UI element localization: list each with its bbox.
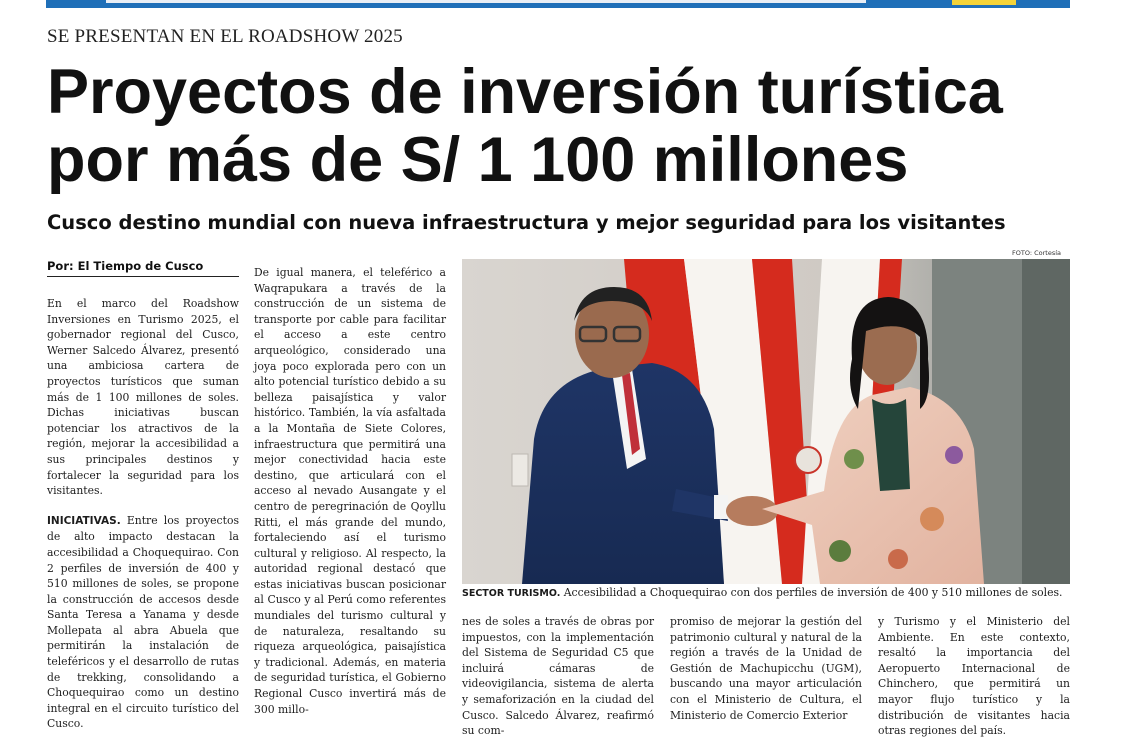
news-photo	[462, 259, 1070, 584]
article-column-1	[47, 296, 239, 746]
photo-illustration	[462, 259, 1070, 584]
photo-window-frame	[1022, 259, 1070, 584]
paragraph-iniciativas-text: Entre los proyectos de alto impacto destacan la accesibilidad a Choquequirao. Con 2 perfiles de inversión de 400 y 510 millones de soles, se propone la construcción de accesos desde Santa Teresa a Yanama y desde Mollepata al abra Abuela que permitirán la instalación de teleféricos y el desarrollo de rutas de trekking, consolidando a Choquequirao como un destino integral en el circuito turístico del Cusco.	[47, 513, 239, 731]
paragraph-col4: promiso de mejorar la gestión del patrimonio cultural y natural de la región a través de la Unidad de Gestión de Machupicchu (UGM), buscando una mayor articulación con el Ministerio de Cultura, el Ministerio de Comercio Exterior	[670, 615, 862, 722]
byline: Por: El Tiempo de Cusco	[47, 259, 239, 277]
wall-switch	[512, 454, 528, 486]
paragraph-col3: nes de soles a través de obras por impuestos, con la implementación del Sistema de Seguridad C5 que incluirá cámaras de videovigilancia, sistema de alerta y semaforización en la ciudad del Cusco. Salcedo Álvarez, reafirmó su com-	[462, 615, 654, 738]
article-column-5	[878, 614, 1070, 753]
article-column-3	[462, 614, 654, 753]
top-color-bar	[46, 0, 1070, 8]
headline-line-1: Proyectos de inversión turística	[47, 57, 1003, 127]
article-column-2	[254, 265, 446, 731]
headline-line-2: por más de S/ 1 100 millones	[47, 125, 909, 195]
paragraph-intro: En el marco del Roadshow Inversiones en Turismo 2025, el gobernador regional del Cusco, Werner Salcedo Álvarez, presentó una ambiciosa cartera de proyectos turísticos que suman más de 1 100 millones de soles. Dichas iniciativas buscan potenciar los atractivos de la región, mejorar la accesibilidad a sus principales destinos y fortalecer la seguridad para los visitantes.	[47, 297, 239, 498]
top-bar-inner	[106, 0, 866, 3]
photo-caption	[462, 586, 1082, 599]
caption-label: SECTOR TURISMO.	[462, 588, 561, 599]
headline	[47, 58, 1087, 194]
caption-text: Accesibilidad a Choquequirao con dos perfiles de inversión de 400 y 510 millones de soles.	[560, 586, 1063, 599]
kicker: SE PRESENTAN EN EL ROADSHOW 2025	[47, 26, 403, 47]
section-lead: INICIATIVAS.	[47, 514, 121, 527]
paragraph-col2: De igual manera, el teleférico a Waqrapukara a través de la construcción de un sistema de transporte por cable para facilitar el acceso a este centro arqueológico, considerado una joya poco explorada pero con un alto potencial turístico debido a su belleza paisajística y valor histórico. También, la vía asfaltada a la Montaña de Siete Colores, infraestructura que permitirá una mejor conectividad hacia este destino, que articulará con el acceso al nevado Ausangate y el centro de peregrinación de Qoyllu Ritti, el más grande del mundo, fortaleciendo así el turismo cultural y religioso. Al respecto, la autoridad regional destacó que estas iniciativas buscan posicionar al Cusco y al Perú como referentes mundiales del turismo cultural y de naturaleza, resaltando su riqueza arqueológica, paisajística y tradicional. Además, en materia de seguridad turística, el Gobierno Regional Cusco invertirá más de 300 millo-	[254, 266, 446, 716]
photo-credit: FOTO: Cortesía	[1012, 249, 1061, 257]
subheadline: Cusco destino mundial con nueva infraestructura y mejor seguridad para los visitantes	[47, 211, 1006, 234]
article-column-4	[670, 614, 862, 737]
top-bar-tag	[952, 0, 1016, 5]
paragraph-col5: y Turismo y el Ministerio del Ambiente. En este contexto, resaltó la importancia del Aeropuerto Internacional de Chinchero, que permitirá un mayor flujo turístico y la distribución de visitantes hacia otras regiones del país.	[878, 615, 1070, 738]
paragraph-iniciativas	[47, 513, 239, 732]
